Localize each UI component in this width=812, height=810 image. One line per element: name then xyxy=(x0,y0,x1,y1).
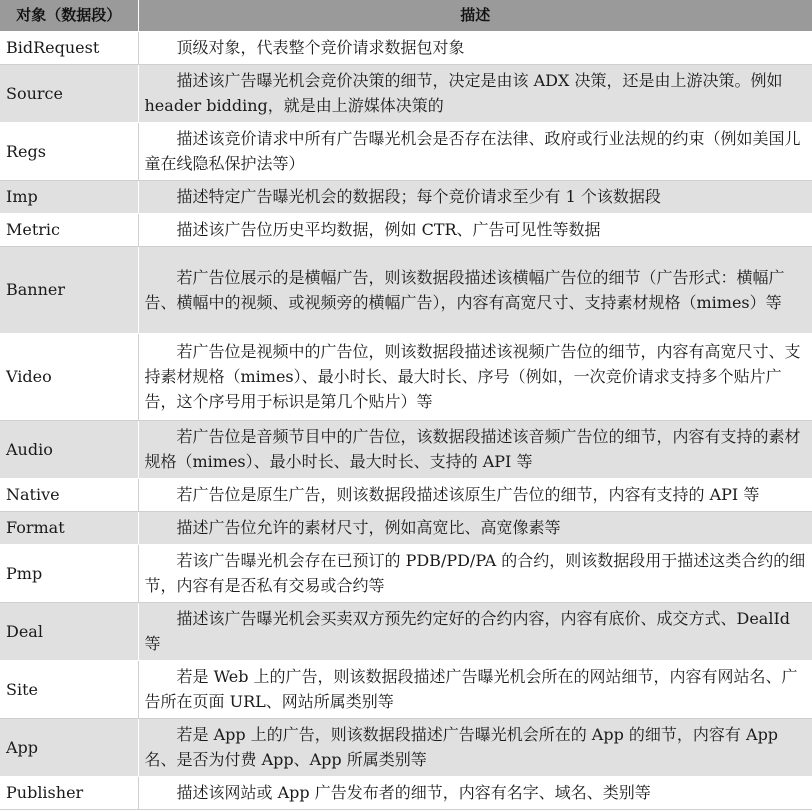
object-cell: Publisher xyxy=(0,777,138,810)
table-body xyxy=(0,32,812,810)
table-row xyxy=(0,719,812,777)
object-cell: Native xyxy=(0,479,138,512)
description-cell: 顶级对象，代表整个竞价请求数据包对象 xyxy=(138,32,812,65)
table-row xyxy=(0,661,812,719)
description-cell: 描述该广告位历史平均数据，例如 CTR、广告可见性等数据 xyxy=(138,214,812,247)
description-cell: 描述该竞价请求中所有广告曝光机会是否存在法律、政府或行业法规的约束（例如美国儿童在线隐私保护法等） xyxy=(138,123,812,181)
description-cell: 描述广告位允许的素材尺寸，例如高宽比、高宽像素等 xyxy=(138,512,812,545)
description-cell: 若广告位是视频中的广告位，则该数据段描述该视频广告位的细节，内容有高宽尺寸、支持素材规格（mimes）、最小时长、最大时长、序号（例如，一次竞价请求支持多个贴片广告，这个序号用于标识是第几个贴片）等 xyxy=(138,334,812,421)
description-cell: 若是 App 上的广告，则该数据段描述广告曝光机会所在的 App 的细节，内容有 App 名、是否为付费 App、App 所属类别等 xyxy=(138,719,812,777)
object-cell: Source xyxy=(0,65,138,123)
description-cell: 若广告位展示的是横幅广告，则该数据段描述该横幅广告位的细节（广告形式：横幅广告、横幅中的视频、或视频旁的横幅广告），内容有高宽尺寸、支持素材规格（mimes）等 xyxy=(138,247,812,334)
header-description: 描述 xyxy=(138,0,812,32)
object-cell: Audio xyxy=(0,421,138,479)
object-cell: Regs xyxy=(0,123,138,181)
table-row xyxy=(0,123,812,181)
object-cell: App xyxy=(0,719,138,777)
header-object: 对象（数据段） xyxy=(0,0,138,32)
table-row xyxy=(0,777,812,810)
object-cell: Site xyxy=(0,661,138,719)
object-cell: Imp xyxy=(0,181,138,214)
description-cell: 若是 Web 上的广告，则该数据段描述广告曝光机会所在的网站细节，内容有网站名、广告所在页面 URL、网站所属类别等 xyxy=(138,661,812,719)
description-cell: 若广告位是原生广告，则该数据段描述该原生广告位的细节，内容有支持的 API 等 xyxy=(138,479,812,512)
table-row xyxy=(0,65,812,123)
table-row xyxy=(0,421,812,479)
table-row xyxy=(0,32,812,65)
description-cell: 若该广告曝光机会存在已预订的 PDB/PD/PA 的合约，则该数据段用于描述这类合约的细节，内容有是否私有交易或合约等 xyxy=(138,545,812,603)
object-cell: Banner xyxy=(0,247,138,334)
table-row xyxy=(0,512,812,545)
object-cell: Pmp xyxy=(0,545,138,603)
table-row xyxy=(0,334,812,421)
table-row xyxy=(0,247,812,334)
description-cell: 描述该网站或 App 广告发布者的细节，内容有名字、域名、类别等 xyxy=(138,777,812,810)
description-cell: 描述特定广告曝光机会的数据段；每个竞价请求至少有 1 个该数据段 xyxy=(138,181,812,214)
object-cell: BidRequest xyxy=(0,32,138,65)
table-row xyxy=(0,545,812,603)
object-cell: Format xyxy=(0,512,138,545)
table-row xyxy=(0,181,812,214)
description-cell: 描述该广告曝光机会买卖双方预先约定好的合约内容，内容有底价、成交方式、DealId 等 xyxy=(138,603,812,661)
object-cell: Deal xyxy=(0,603,138,661)
table-row xyxy=(0,603,812,661)
table-row xyxy=(0,479,812,512)
object-cell: Video xyxy=(0,334,138,421)
object-cell: Metric xyxy=(0,214,138,247)
table-row xyxy=(0,214,812,247)
description-cell: 描述该广告曝光机会竞价决策的细节，决定是由该 ADX 决策，还是由上游决策。例如 header bidding，就是由上游媒体决策的 xyxy=(138,65,812,123)
description-cell: 若广告位是音频节目中的广告位，该数据段描述该音频广告位的细节，内容有支持的素材规格（mimes）、最小时长、最大时长、支持的 API 等 xyxy=(138,421,812,479)
table-header-row xyxy=(0,0,812,32)
